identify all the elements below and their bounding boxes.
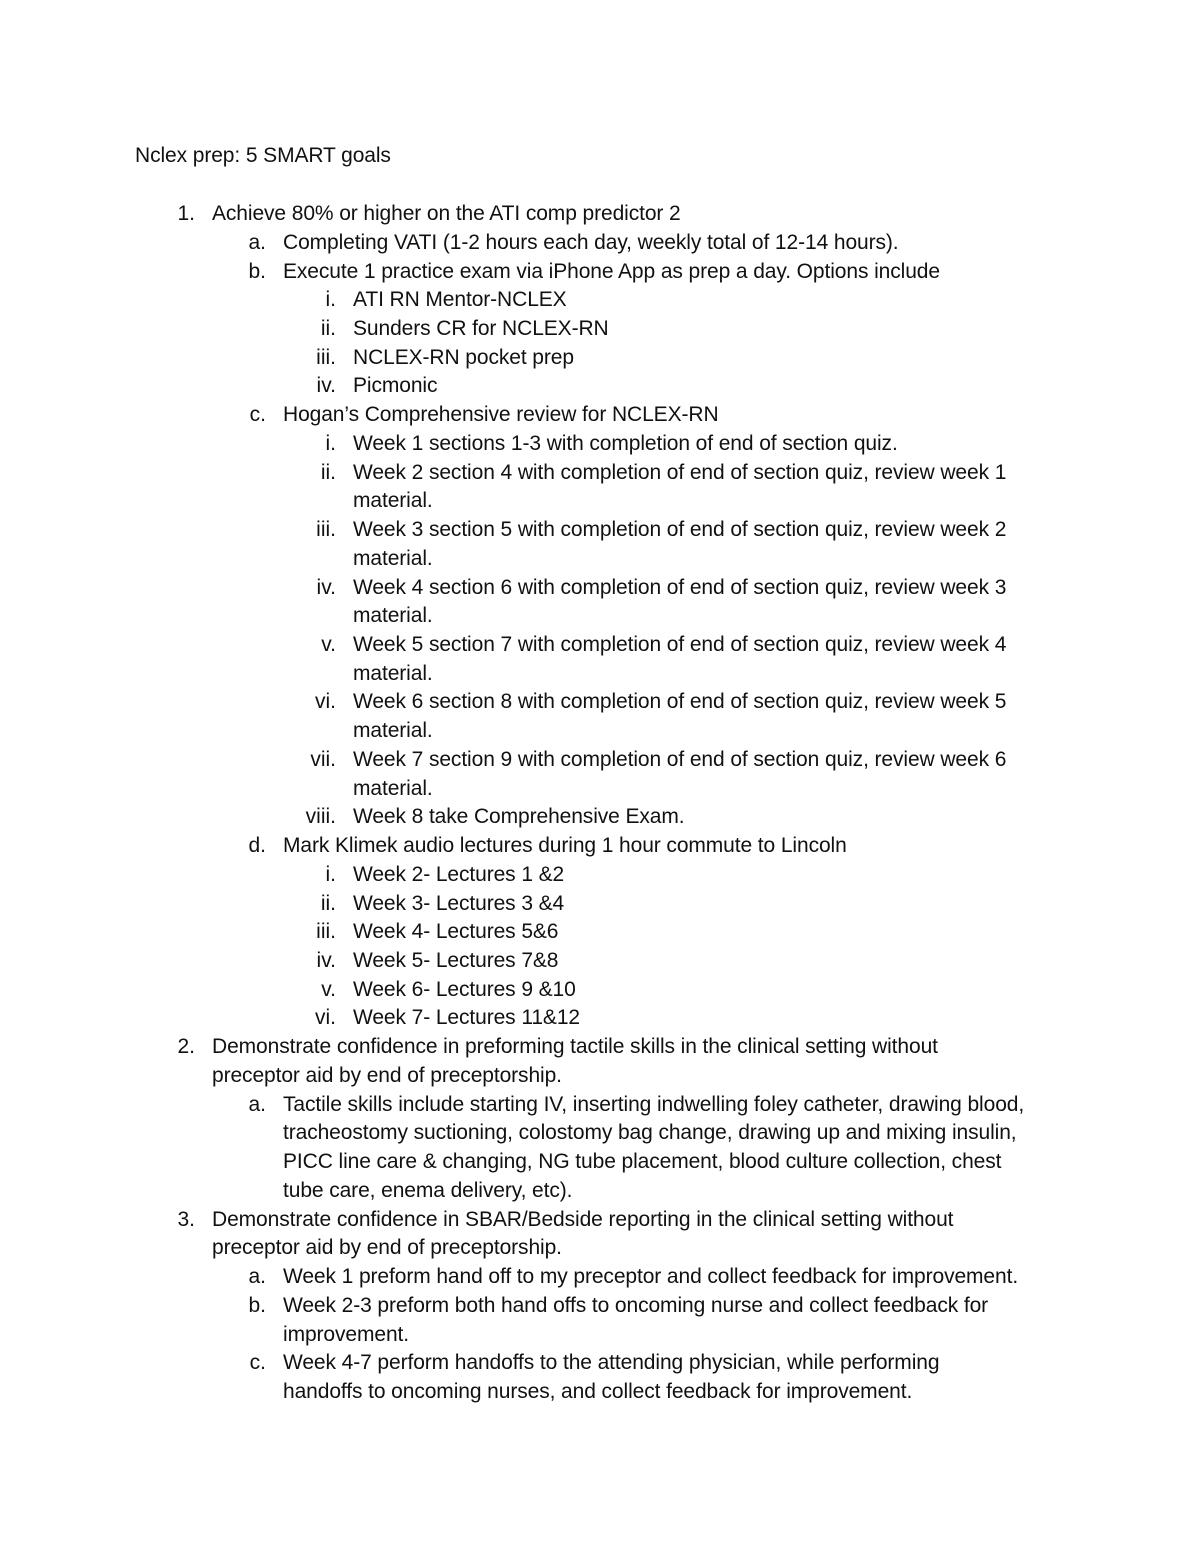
item-text: Week 3- Lectures 3 &4 [353,891,565,915]
item-text: material. [353,776,433,800]
item-numeral: ii. [320,460,336,484]
item-text: Week 8 take Comprehensive Exam. [353,805,685,829]
item-numeral: iv. [316,374,336,398]
subgoal-text: Hogan’s Comprehensive review for NCLEX-RN [283,403,719,427]
subgoal-letter: a. [248,1265,266,1288]
item-text: NCLEX-RN pocket prep [353,345,574,369]
item-numeral: ii. [320,891,336,915]
item-text: Week 5- Lectures 7&8 [353,949,559,972]
subgoal-text: Week 2-3 preform both hand offs to oncoming nurse and collect feedback for [283,1293,989,1317]
item-numeral: v. [321,633,336,656]
item-text: Week 4 section 6 with completion of end of section quiz, review week 3 [353,575,1007,599]
item-text: Week 7 section 9 with completion of end of section quiz, review week 6 [353,747,1007,771]
item-numeral: i. [325,288,336,312]
subgoal-text: handoffs to oncoming nurses, and collect feedback for improvement. [283,1379,913,1403]
goal-number: 2. [177,1035,195,1059]
item-numeral: iii. [316,518,336,541]
subgoal-text: Tactile skills include starting IV, inserting indwelling foley catheter, drawing blood, [283,1092,1025,1116]
item-numeral: iii. [316,345,336,369]
item-text: Week 2 section 4 with completion of end of section quiz, review week 1 [353,460,1007,484]
item-text: material. [353,604,433,628]
item-text: material. [353,489,433,513]
subgoal-text: Week 4-7 perform handoffs to the attending physician, while performing [283,1351,940,1375]
subgoal-letter: a. [248,230,266,254]
item-text: Week 2- Lectures 1 &2 [353,862,565,886]
item-text: Week 4- Lectures 5&6 [353,920,559,944]
page-title: Nclex prep: 5 SMART goals [135,144,391,167]
subgoal-letter: c. [249,1351,266,1375]
item-numeral: iii. [316,920,336,944]
item-numeral: viii. [305,805,336,829]
item-numeral: vi. [315,1006,336,1030]
item-text: Week 5 section 7 with completion of end of section quiz, review week 4 [353,633,1007,656]
item-numeral: i. [325,431,336,455]
subgoal-text: Week 1 preform hand off to my preceptor and collect feedback for improvement. [283,1265,1019,1288]
item-numeral: ii. [320,316,336,340]
item-text: material. [353,719,433,743]
subgoal-text: tube care, enema delivery, etc). [283,1178,573,1202]
goal-text: preceptor aid by end of preceptorship. [212,1236,562,1260]
subgoal-text: tracheostomy suctioning, colostomy bag change, drawing up and mixing insulin, [283,1121,1017,1145]
item-numeral: v. [321,977,336,1001]
subgoal-text: improvement. [283,1322,410,1346]
subgoal-letter: b. [248,259,266,283]
item-text: Week 6- Lectures 9 &10 [353,977,576,1001]
goal-text: Demonstrate confidence in SBAR/Bedside reporting in the clinical setting without [212,1207,954,1231]
subgoal-letter: c. [249,403,266,427]
item-numeral: vi. [315,690,336,714]
item-text: Sunders CR for NCLEX-RN [353,316,609,340]
item-numeral: iv. [316,949,336,972]
item-text: Picmonic [353,374,438,398]
subgoal-letter: b. [248,1293,266,1317]
subgoal-text: Completing VATI (1-2 hours each day, weekly total of 12-14 hours). [283,230,899,254]
goal-text: Achieve 80% or higher on the ATI comp predictor 2 [212,202,681,225]
item-text: Week 7- Lectures 11&12 [353,1006,580,1030]
item-text: Week 6 section 8 with completion of end of section quiz, review week 5 [353,690,1007,714]
item-numeral: i. [325,862,336,886]
goal-number: 1. [177,202,195,225]
goal-text: Demonstrate confidence in preforming tactile skills in the clinical setting without [212,1035,938,1059]
goal-text: preceptor aid by end of preceptorship. [212,1063,562,1087]
item-text: material. [353,546,433,570]
subgoal-text: Mark Klimek audio lectures during 1 hour commute to Lincoln [283,834,847,858]
item-text: Week 3 section 5 with completion of end of section quiz, review week 2 [353,518,1007,541]
item-text: Week 1 sections 1-3 with completion of end of section quiz. [353,431,898,455]
item-text: material. [353,661,433,685]
subgoal-text: Execute 1 practice exam via iPhone App as prep a day. Options include [283,259,940,283]
subgoal-text: PICC line care & changing, NG tube placement, blood culture collection, chest [283,1150,1002,1174]
goal-number: 3. [177,1207,195,1231]
subgoal-letter: a. [248,1092,266,1116]
item-text: ATI RN Mentor-NCLEX [353,288,567,312]
subgoal-letter: d. [248,834,266,858]
item-numeral: iv. [316,575,336,599]
item-numeral: vii. [310,747,336,771]
